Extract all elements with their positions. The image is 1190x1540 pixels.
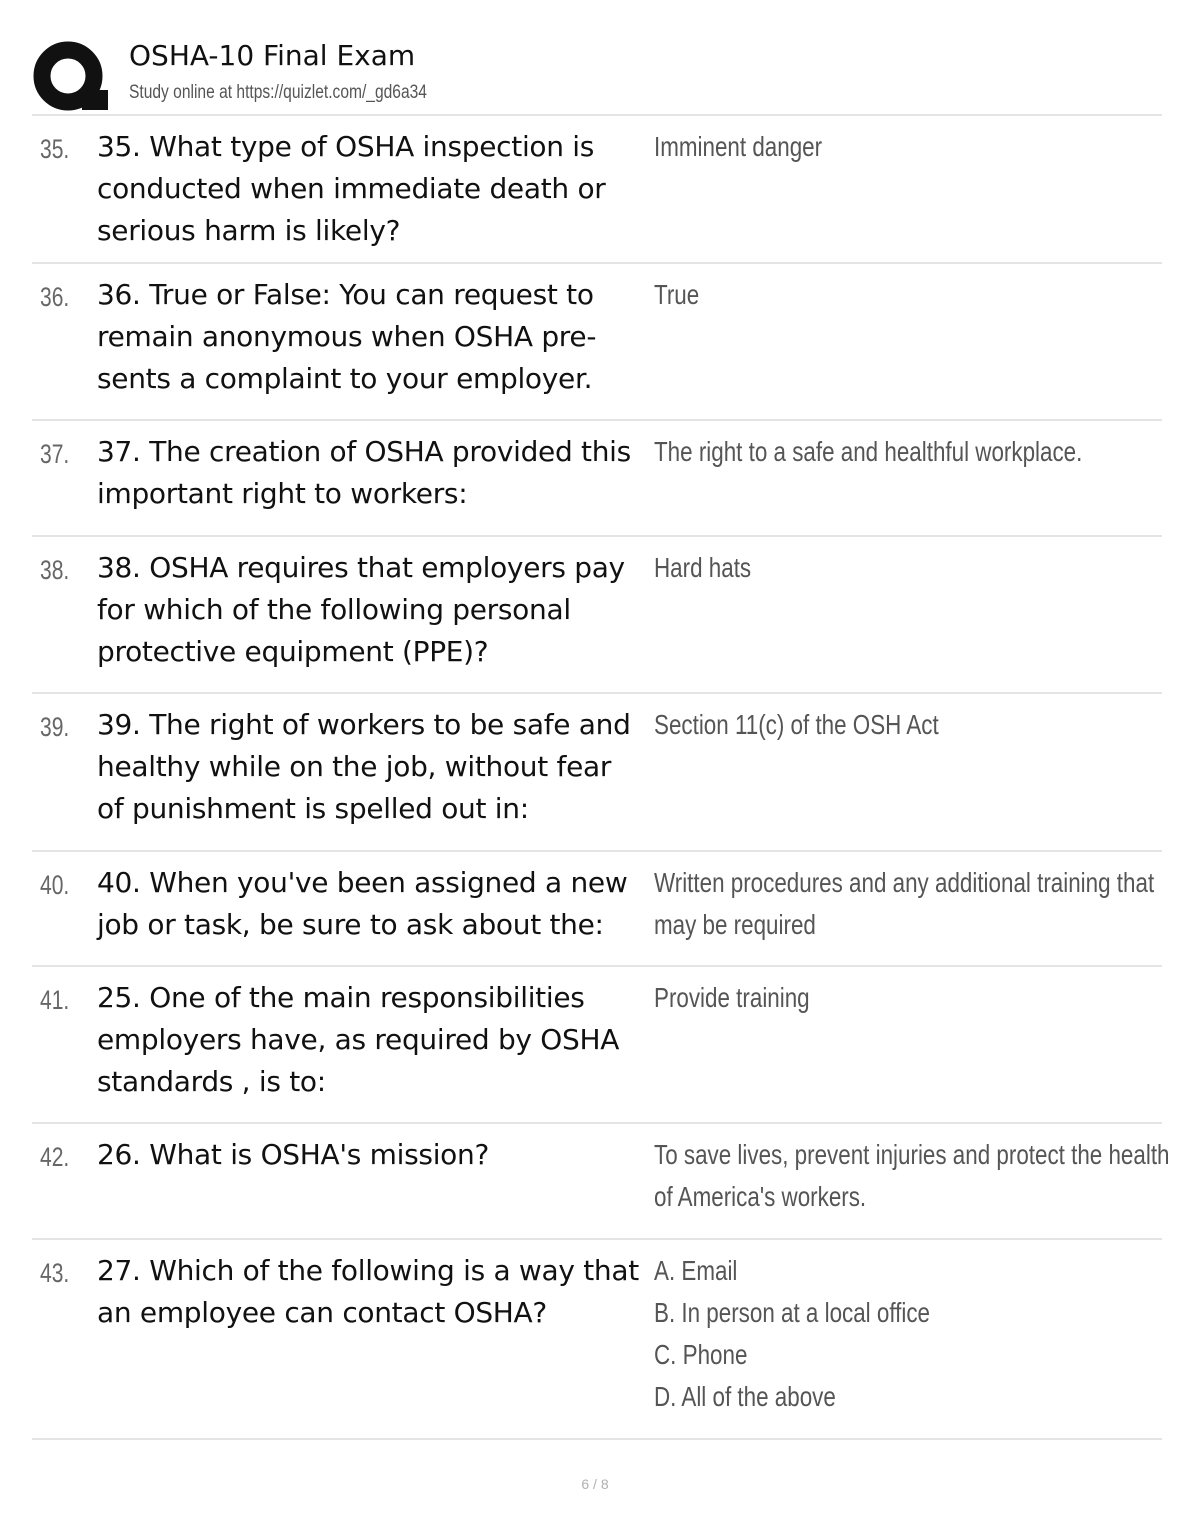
term-line: 27. Which of the following is a way that [97, 1254, 639, 1287]
card-number: 43. [40, 1258, 70, 1288]
term-line: 37. The creation of OSHA provided this [97, 435, 631, 468]
flashcard-row [32, 967, 1162, 1124]
card-term [97, 977, 657, 1103]
flashcard-row [32, 852, 1162, 967]
card-term [97, 704, 657, 830]
card-number: 39. [40, 712, 70, 742]
definition-line: The right to a safe and healthful workplace. [654, 436, 1083, 467]
definition-line: Provide training [654, 982, 810, 1013]
card-number: 42. [40, 1142, 70, 1172]
page-title: OSHA-10 Final Exam [129, 39, 416, 72]
card-number: 38. [40, 555, 70, 585]
card-term [97, 547, 657, 673]
flashcard-row [32, 537, 1162, 694]
definition-line: may be required [654, 909, 816, 940]
term-line: conducted when immediate death or [97, 172, 606, 205]
term-line: 40. When you've been assigned a new [97, 866, 628, 899]
flashcard-row [32, 264, 1162, 421]
card-number: 41. [40, 985, 70, 1015]
term-line: employers have, as required by OSHA [97, 1023, 620, 1056]
card-definition [654, 862, 1155, 946]
flashcard-row [32, 1240, 1162, 1440]
flashcard-row [32, 694, 1162, 852]
card-definition [654, 547, 1134, 589]
card-definition [654, 977, 1134, 1019]
term-line: healthy while on the job, without fear [97, 750, 612, 783]
definition-line: A. Email [654, 1255, 738, 1286]
flashcard-list [32, 116, 1170, 1440]
card-definition [654, 126, 1134, 168]
study-online-link[interactable]: Study online at https://quizlet.com/_gd6a34 [129, 82, 427, 103]
definition-line: To save lives, prevent injuries and protect the health [654, 1139, 1170, 1170]
definition-line: Hard hats [654, 552, 752, 583]
term-line: 38. OSHA requires that employers pay [97, 551, 625, 584]
definition-line: C. Phone [654, 1339, 748, 1370]
term-line: sents a complaint to your employer. [97, 362, 593, 395]
definition-line: Written procedures and any additional training that [654, 867, 1155, 898]
card-number: 37. [40, 439, 70, 469]
card-definition [654, 1250, 1134, 1418]
term-line: 36. True or False: You can request to [97, 278, 594, 311]
definition-line: Section 11(c) of the OSH Act [654, 709, 939, 740]
quizlet-logo-icon [32, 38, 110, 116]
card-term [97, 1134, 657, 1176]
term-line: for which of the following personal [97, 593, 571, 626]
card-definition [654, 274, 1134, 316]
card-definition [654, 431, 1134, 473]
flashcard-row [32, 1124, 1170, 1240]
term-line: important right to workers: [97, 477, 468, 510]
definition-line: True [654, 279, 700, 310]
term-line: an employee can contact OSHA? [97, 1296, 547, 1329]
flashcard-row [32, 421, 1162, 537]
card-term [97, 274, 657, 400]
definition-line: D. All of the above [654, 1381, 836, 1412]
term-line: 35. What type of OSHA inspection is [97, 130, 595, 163]
flashcard-row [32, 116, 1162, 264]
card-number: 35. [40, 134, 70, 164]
card-term [97, 1250, 657, 1334]
term-line: of punishment is spelled out in: [97, 792, 529, 825]
card-term [97, 862, 657, 946]
term-line: serious harm is likely? [97, 214, 401, 247]
card-number: 40. [40, 870, 70, 900]
term-line: 26. What is OSHA's mission? [97, 1138, 490, 1171]
page-header [32, 34, 1162, 114]
term-line: 39. The right of workers to be safe and [97, 708, 631, 741]
term-line: 25. One of the main responsibilities [97, 981, 585, 1014]
definition-line: B. In person at a local office [654, 1297, 931, 1328]
card-definition [654, 704, 1134, 746]
term-line: standards , is to: [97, 1065, 326, 1098]
term-line: protective equipment (PPE)? [97, 635, 489, 668]
card-term [97, 431, 657, 515]
card-definition [654, 1134, 1170, 1218]
term-line: remain anonymous when OSHA pre- [97, 320, 597, 353]
definition-line: of America's workers. [654, 1181, 867, 1212]
page-number: 6 / 8 [581, 1476, 609, 1492]
card-term [97, 126, 657, 252]
card-number: 36. [40, 282, 70, 312]
term-line: job or task, be sure to ask about the: [97, 908, 604, 941]
definition-line: Imminent danger [654, 131, 823, 162]
